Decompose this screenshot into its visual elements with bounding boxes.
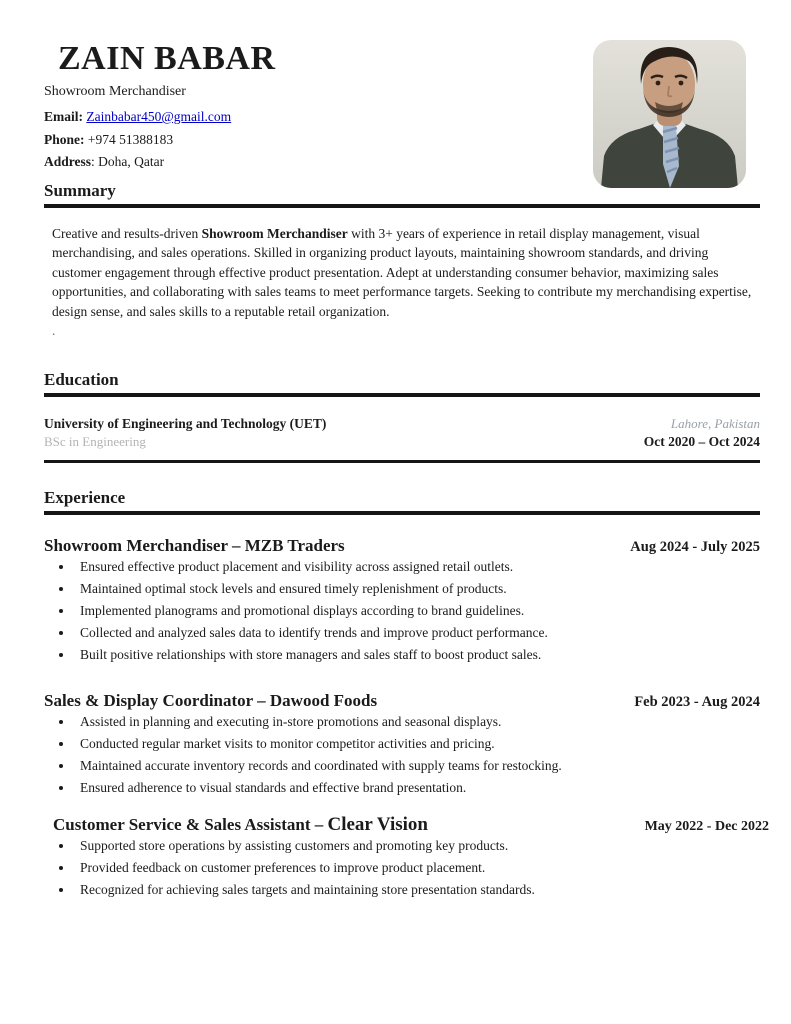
email-line: [44, 106, 760, 129]
bullet-item: • Recognized for achieving sales targets and maintaining store presentation standards.: [74, 880, 760, 899]
address-line: [44, 151, 760, 174]
bullet-item: • Provided feedback on customer preferences to improve product placement.: [74, 858, 760, 877]
job-2-title: Sales & Display Coordinator – Dawood Foods: [44, 691, 378, 710]
bullet-item: • Collected and analyzed sales data to identify trends and improve product performance.: [74, 623, 760, 642]
address-value: : Doha, Qatar: [91, 154, 165, 169]
bullet-item: • Maintained optimal stock levels and ensured timely replenishment of products.: [74, 579, 760, 598]
job-1-bullets: [44, 557, 760, 664]
job-1-header: [44, 535, 760, 557]
summary-trailing-dot: .: [52, 323, 56, 338]
phone-line: [44, 129, 760, 152]
job-3-header: [53, 814, 769, 836]
job-1-title: Showroom Merchandiser – MZB Traders: [44, 536, 345, 555]
summary-heading: Summary: [44, 181, 760, 208]
education-entry: [44, 415, 760, 463]
job-2-header: [44, 690, 760, 712]
education-degree: BSc in Engineering: [44, 434, 146, 449]
bullet-item: • Ensured adherence to visual standards and effective brand presentation.: [74, 778, 760, 797]
email-label: Email:: [44, 109, 83, 124]
bullet-item: • Implemented planograms and promotional displays according to brand guidelines.: [74, 601, 760, 620]
summary-text-bold: Showroom Merchandiser: [201, 225, 348, 241]
candidate-role: Showroom Merchandiser: [44, 84, 186, 99]
bullet-item: • Conducted regular market visits to monitor competitor activities and pricing.: [74, 734, 760, 753]
bullet-item: • Assisted in planning and executing in-store promotions and seasonal displays.: [74, 712, 760, 731]
candidate-name: ZAIN BABAR: [58, 40, 276, 77]
phone-label: Phone:: [44, 131, 85, 147]
education-location: Lahore, Pakistan: [670, 416, 760, 431]
education-dates: Oct 2020 – Oct 2024: [643, 434, 760, 449]
job-3-dates: May 2022 - Dec 2022: [644, 819, 769, 834]
job-3-title-emphasis: Clear Vision: [327, 814, 428, 835]
job-2-dates: Feb 2023 - Aug 2024: [634, 694, 760, 710]
phone-value: +974 51388183: [87, 131, 174, 147]
address-label: Address: [44, 154, 92, 169]
job-1-dates: Aug 2024 - July 2025: [630, 539, 760, 555]
experience-heading: Experience: [44, 488, 760, 515]
education-heading: Education: [44, 370, 760, 397]
bullet-item: • Ensured effective product placement and visibility across assigned retail outlets.: [74, 557, 760, 576]
bullet-item: • Supported store operations by assisting customers and promoting key products.: [74, 836, 760, 855]
resume-content: [44, 0, 769, 902]
job-2-bullets: [44, 712, 760, 797]
summary-text-post: with 3+ years of experience in retail display management, visual merchandising, and sales operations. Skilled in organizing product layouts, maintaining showroom standards, and driving customer engagement through effective product presentation. Adept at understanding consumer behavior, maximizing sales opportunities, and collaborating with sales teams to meet performance targets. Seeking to contribute my merchandising expertise, design sense, and sales skills to a reputable retail organization.: [52, 225, 752, 319]
email-link[interactable]: Zainbabar450@gmail.com: [86, 109, 232, 124]
education-institution: University of Engineering and Technology (UET): [44, 416, 327, 431]
summary-text-pre: Creative and results-driven: [52, 225, 202, 241]
job-3-title: Customer Service & Sales Assistant – Clear Vision: [53, 814, 428, 835]
summary-paragraph: [52, 224, 754, 322]
job-3-bullets: [44, 836, 760, 899]
bullet-item: • Maintained accurate inventory records and coordinated with supply teams for restocking.: [74, 756, 760, 775]
bullet-item: • Built positive relationships with store managers and sales staff to boost product sales.: [74, 645, 760, 664]
